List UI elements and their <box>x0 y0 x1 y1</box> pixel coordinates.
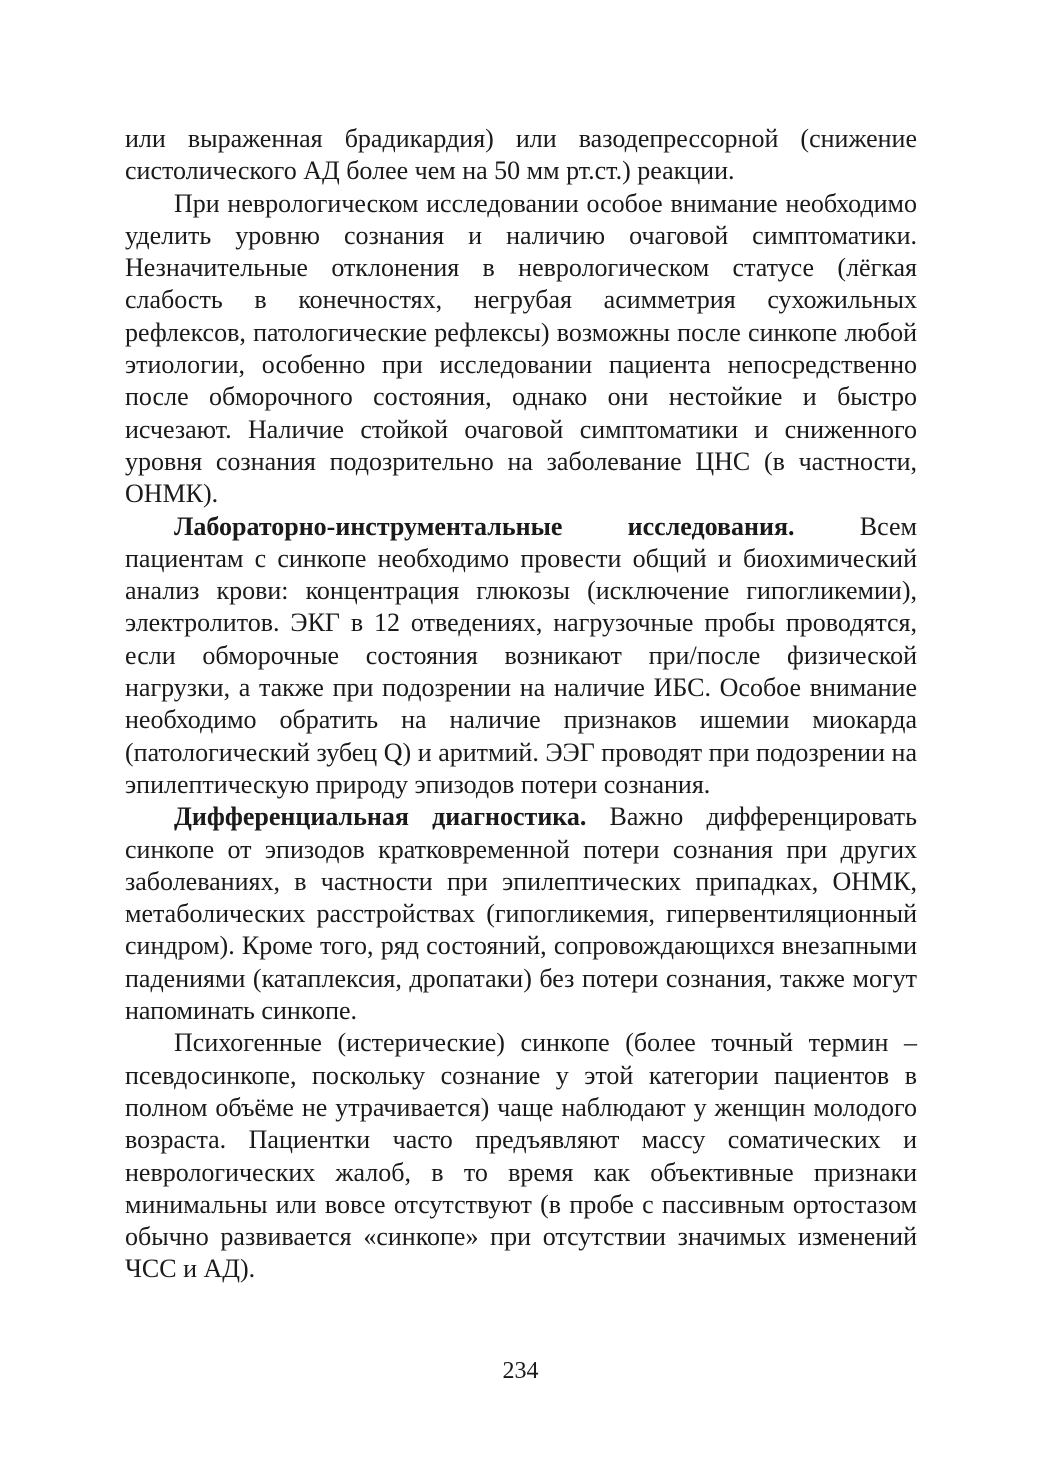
paragraph-5-text: Психогенные (истерические) синкопе (более точный термин – псевдосинкопе, поскольку сознание у этой категории пациентов в полном объёме не утрачивается) чаще наблюдают у женщин молодого возраста. Пациентки часто предъявляют массу соматических и неврологических жалоб, в то время как объективные признаки минимальны или вовсе отсутствуют (в пробе с пассивным ортостазом обычно развивается «синкопе» при отсутствии значимых изменений ЧСС и АД). <box>125 1028 917 1284</box>
paragraph-1-text: или выраженная брадикардия) или вазодепрессорной (снижение систолического АД более чем на 50 мм рт.ст.) реакции. <box>125 124 917 186</box>
section-heading-lab: Лабораторно-инструментальные исследования. <box>174 511 795 541</box>
paragraph-2 <box>125 188 917 511</box>
paragraph-2-text: При неврологическом исследовании особое внимание необходимо уделить уровню сознания и наличию очаговой симптоматики. Незначительные отклонения в неврологическом статусе (лёгкая слабость в конечностях, негрубая асимметрия сухожильных рефлексов, патологические рефлексы) возможны после синкопе любой этиологии, особенно при исследовании пациента непосредственно после обморочного состояния, однако они нестойкие и быстро исчезают. Наличие стойкой очаговой симптоматики и сниженного уровня сознания подозрительно на заболевание ЦНС (в частности, ОНМК). <box>125 188 917 509</box>
section-heading-differential: Дифференциальная диагностика. <box>174 802 587 832</box>
paragraph-5 <box>125 1027 917 1285</box>
paragraph-4 <box>125 801 917 1027</box>
paragraph-3-text: Всем пациентам с синкопе необходимо провести общий и биохимический анализ крови: концентрация глюкозы (исключение гипогликемии), электролитов. ЭКГ в 12 отведениях, нагрузочные пробы проводятся, если обморочные состояния возникают при/после физической нагрузки, а также при подозрении на наличие ИБС. Особое внимание необходимо обратить на наличие признаков ишемии миокарда (патологический зубец Q) и аритмий. ЭЭГ проводят при подозрении на эпилептическую природу эпизодов потери сознания. <box>125 511 917 799</box>
page-body <box>125 123 917 1286</box>
page-number: 234 <box>502 1358 539 1384</box>
paragraph-1 <box>125 123 917 188</box>
paragraph-3 <box>125 511 917 802</box>
paragraph-4-text: Важно дифференцировать синкопе от эпизодов кратковременной потери сознания при других заболеваниях, в частности при эпилептических припадках, ОНМК, метаболических расстройствах (гипогликемия, гипервентиляционный синдром). Кроме того, ряд состояний, сопровождающихся внезапными падениями (катаплексия, дропатаки) без потери сознания, также могут напоминать синкопе. <box>125 802 917 1026</box>
